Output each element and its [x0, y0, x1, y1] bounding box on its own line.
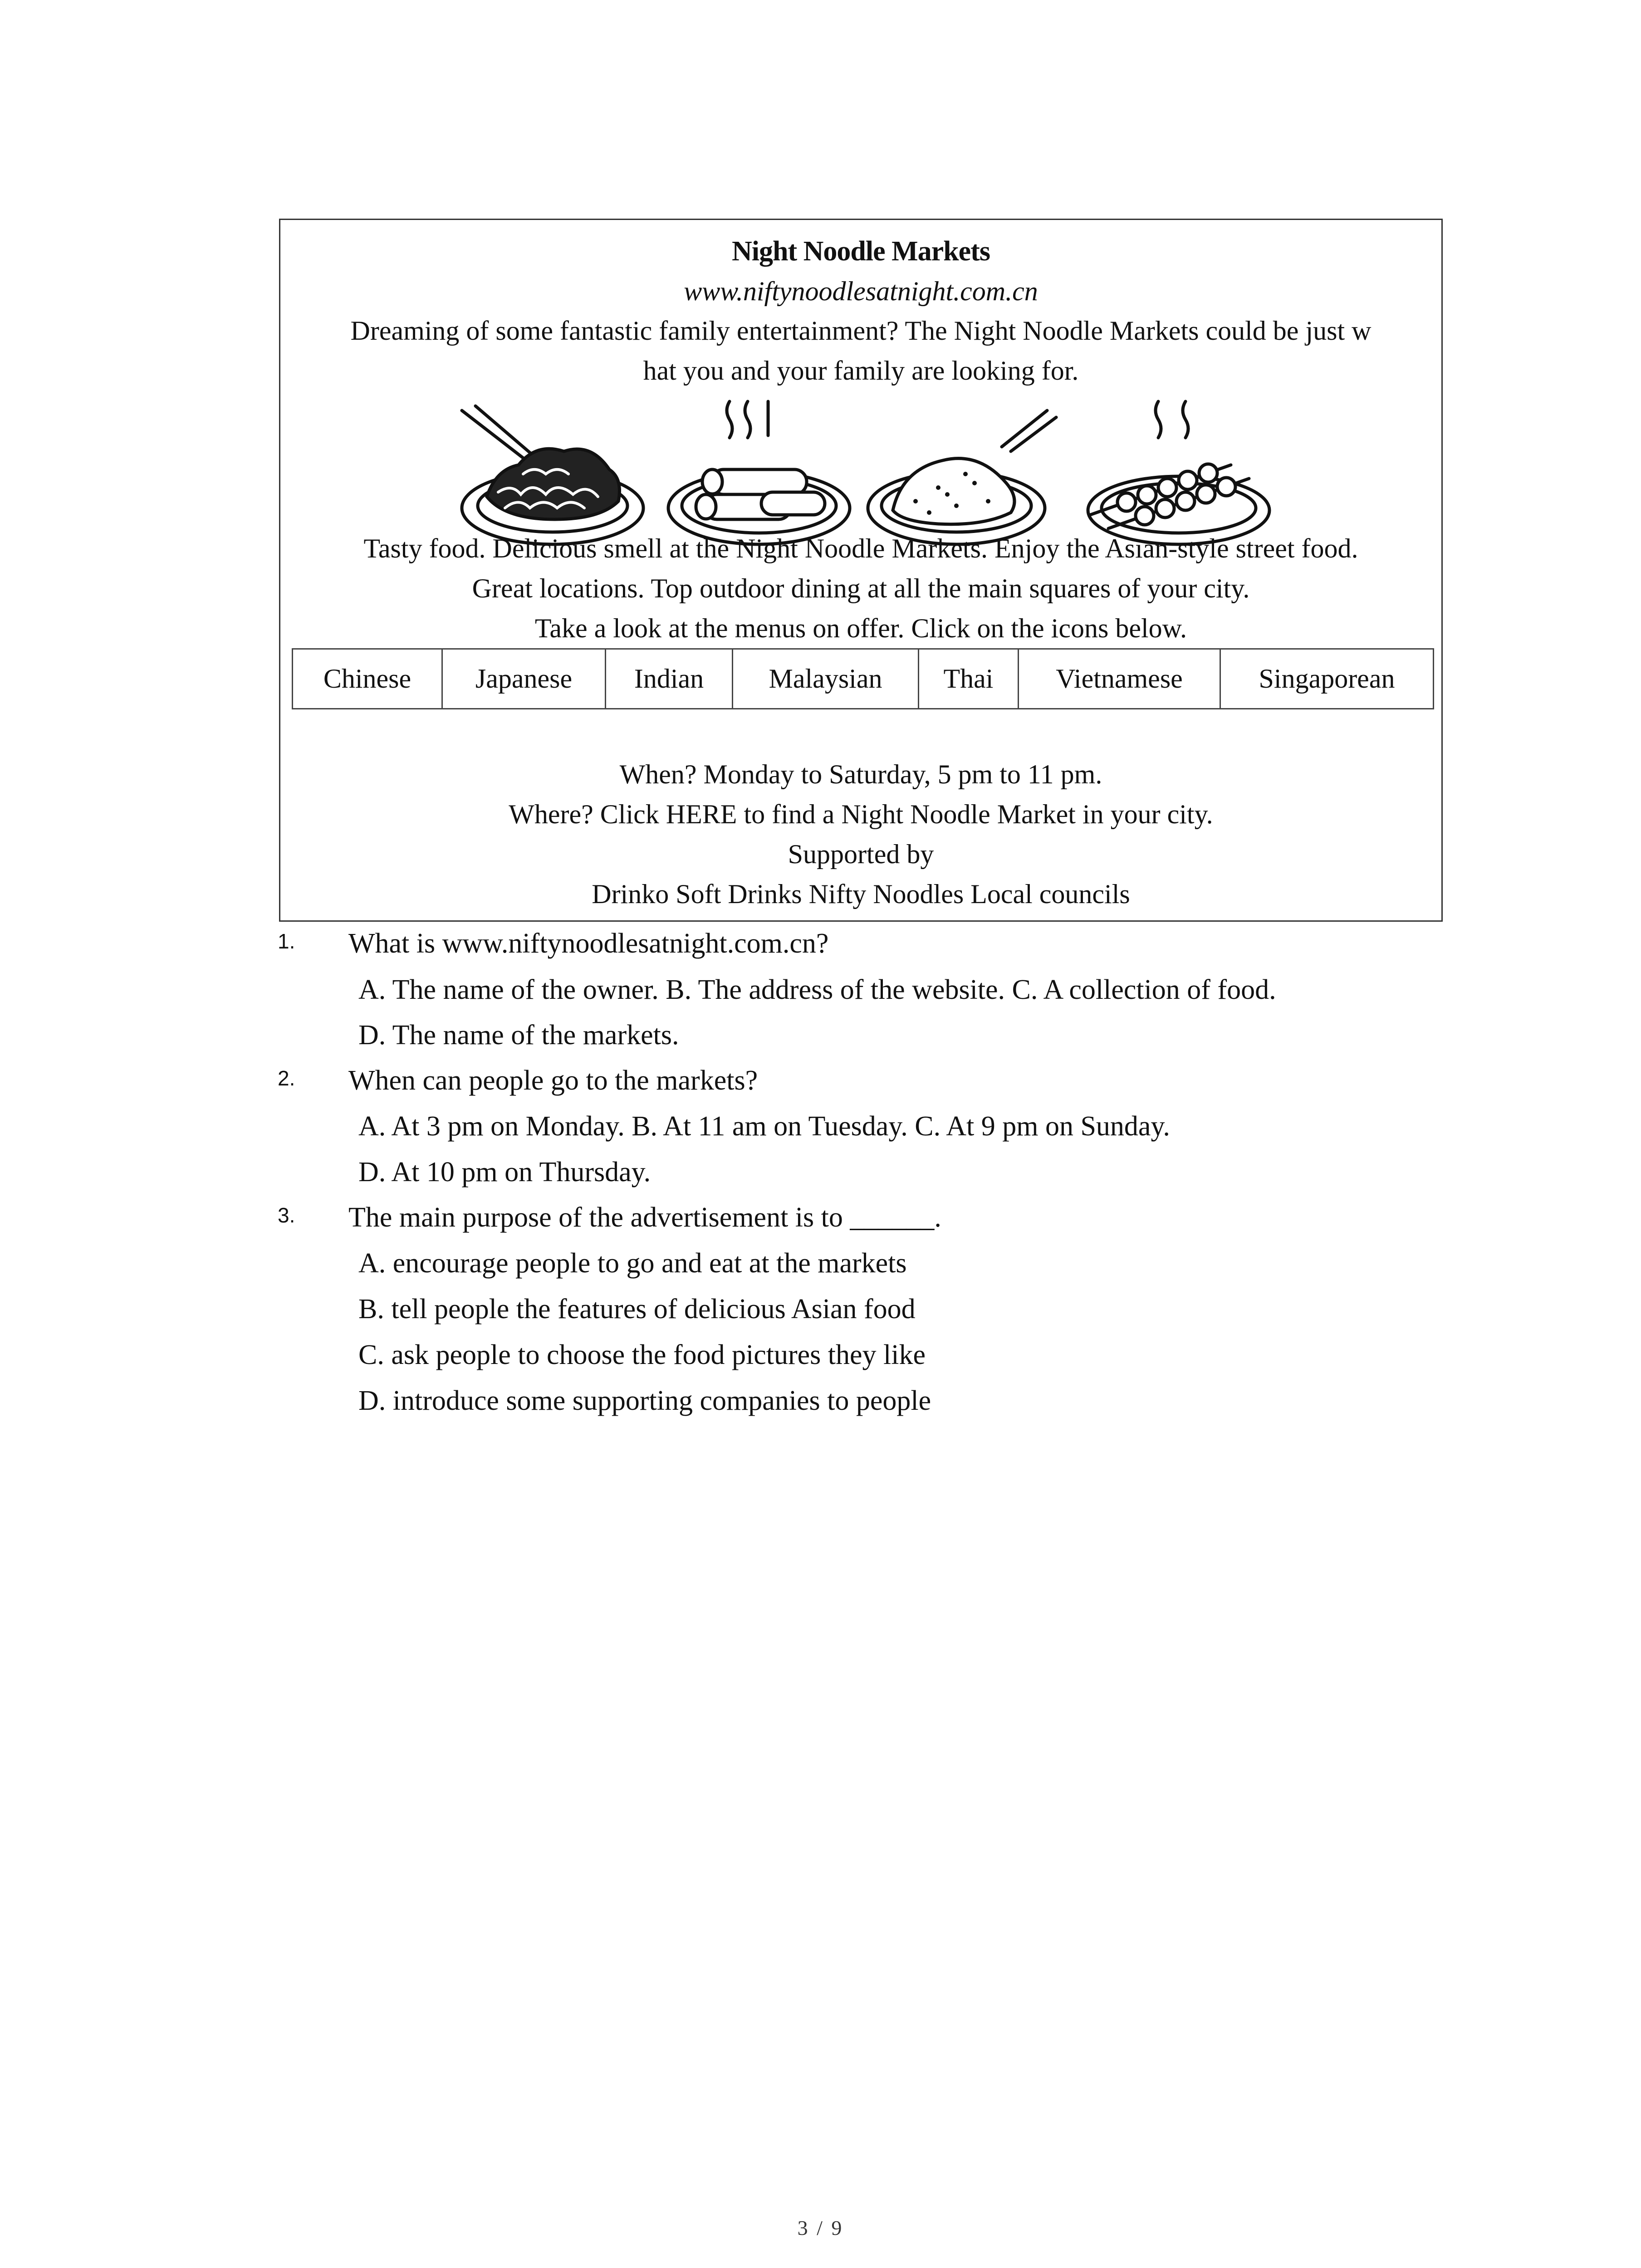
ad-intro-line-1: Dreaming of some fantastic family entertainment? The Night Noodle Markets could be just w [350, 316, 1372, 346]
cuisine-vietnamese[interactable]: Vietnamese [1019, 649, 1220, 709]
ad-desc-line-1: Tasty food. Delicious smell at the Night Noodle Markets. Enjoy the Asian-style street food. [363, 533, 1358, 563]
question-2-options-line-2: D. At 10 pm on Thursday. [358, 1157, 651, 1188]
ad-intro-line-2: hat you and your family are looking for. [643, 356, 1079, 386]
cuisine-malaysian[interactable]: Malaysian [733, 649, 919, 709]
cuisine-chinese[interactable]: Chinese [293, 649, 442, 709]
cuisine-japanese[interactable]: Japanese [442, 649, 606, 709]
question-1-number: 1. [278, 929, 295, 953]
advertisement-box [279, 219, 1443, 922]
ad-when: When? Monday to Saturday, 5 pm to 11 pm. [619, 759, 1102, 789]
cuisine-row [293, 649, 1434, 709]
ad-where[interactable]: Where? Click HERE to find a Night Noodle Market in your city. [509, 799, 1213, 829]
question-3-text: The main purpose of the advertisement is to ______. [348, 1202, 941, 1233]
page-number: 3 / 9 [797, 2216, 844, 2239]
question-2-options-line-1: A. At 3 pm on Monday. B. At 11 am on Tuesday. C. At 9 pm on Sunday. [358, 1111, 1170, 1142]
ad-desc-line-2: Great locations. Top outdoor dining at all the main squares of your city. [472, 573, 1250, 603]
question-3-option-d: D. introduce some supporting companies to people [358, 1385, 931, 1416]
question-3-option-a: A. encourage people to go and eat at the markets [358, 1248, 907, 1279]
ad-sponsors: Drinko Soft Drinks Nifty Noodles Local councils [592, 879, 1130, 909]
ad-url[interactable]: www.niftynoodlesatnight.com.cn [684, 276, 1038, 306]
cuisine-singaporean[interactable]: Singaporean [1220, 649, 1434, 709]
question-1-options-line-1: A. The name of the owner. B. The address of the website. C. A collection of food. [358, 974, 1276, 1005]
question-2-number: 2. [278, 1066, 295, 1090]
question-2-text: When can people go to the markets? [348, 1065, 758, 1096]
cuisine-indian[interactable]: Indian [606, 649, 733, 709]
question-3-option-b: B. tell people the features of delicious Asian food [358, 1294, 916, 1325]
question-3-option-c: C. ask people to choose the food pictures they like [358, 1339, 926, 1370]
question-1-text: What is www.niftynoodlesatnight.com.cn? [348, 928, 829, 959]
ad-desc-line-3: Take a look at the menus on offer. Click on the icons below. [534, 613, 1187, 643]
question-3-number: 3. [278, 1203, 295, 1227]
ad-title: Night Noodle Markets [732, 236, 990, 267]
ad-supported-by: Supported by [788, 839, 934, 869]
cuisine-thai[interactable]: Thai [919, 649, 1019, 709]
cuisine-menu-table [292, 648, 1434, 709]
question-1-options-line-2: D. The name of the markets. [358, 1020, 679, 1051]
